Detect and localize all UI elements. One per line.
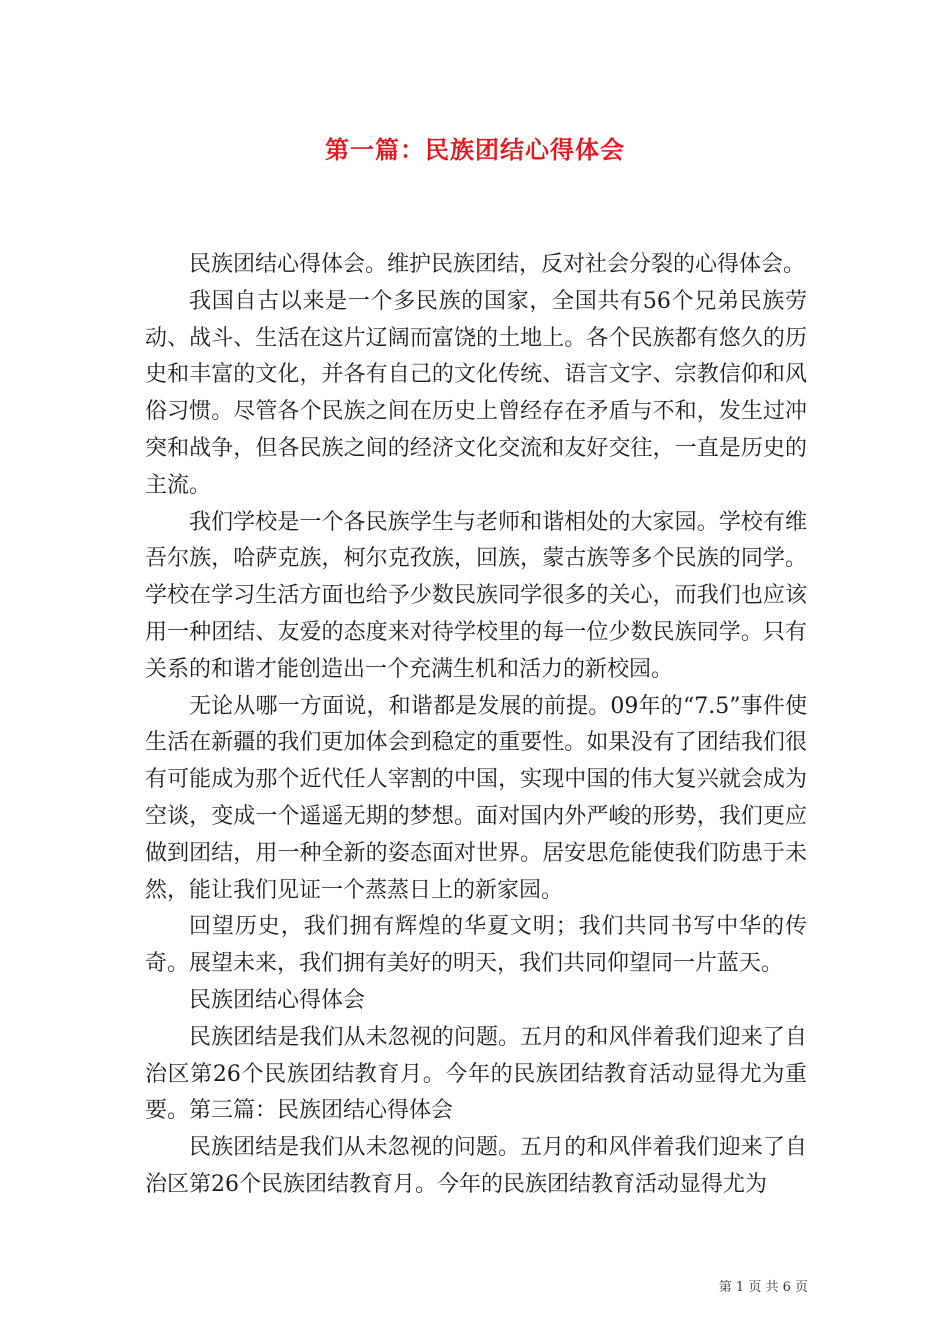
paragraph-3: 我们学校是一个各民族学生与老师和谐相处的大家园。学校有维吾尔族，哈萨克族，柯尔克孜族，回族，蒙古族等多个民族的同学。学校在学习生活方面也给予少数民族同学很多的关心，而我们也应该用一种团结、友爱的态度来对待学校里的每一位少数民族同学。只有关系的和谐才能创造出一个充满生机和活力的新校园。 (145, 509, 807, 682)
paragraph-4: 无论从哪一方面说，和谐都是发展的前提。09年的“7.5”事件使生活在新疆的我们更加体会到稳定的重要性。如果没有了团结我们很有可能成为那个近代任人宰割的中国，实现中国的伟大复兴就会成为空谈，变成一个遥遥无期的梦想。面对国内外严峻的形势，我们更应做到团结，用一种全新的姿态面对世界。居安思危能使我们防患于未然，能让我们见证一个蒸蒸日上的新家园。 (145, 693, 807, 903)
page-footer (0, 1276, 808, 1295)
paragraph-7: 民族团结是我们从未忽视的问题。五月的和风伴着我们迎来了自治区第26个民族团结教育月。今年的民族团结教育活动显得尤为重要。第三篇：民族团结心得体会 (145, 1024, 807, 1124)
document-body (145, 247, 807, 1204)
document-title: 第一篇：民族团结心得体会 (325, 135, 625, 164)
paragraph-6: 民族团结心得体会 (189, 987, 366, 1013)
paragraph-2: 我国自古以来是一个多民族的国家，全国共有56个兄弟民族劳动、战斗、生活在这片辽阔而富饶的土地上。各个民族都有悠久的历史和丰富的文化，并各有自己的文化传统、语言文字、宗教信仰和风俗习惯。尽管各个民族之间在历史上曾经存在矛盾与不和，发生过冲突和战争，但各民族之间的经济文化交流和友好交往，一直是历史的主流。 (145, 288, 807, 498)
page-number: 第 1 页 共 6 页 (718, 1280, 808, 1295)
paragraph-1: 民族团结心得体会。维护民族团结，反对社会分裂的心得体会。 (189, 252, 806, 277)
paragraph-5: 回望历史，我们拥有辉煌的华夏文明；我们共同书写中华的传奇。展望未来，我们拥有美好的明天，我们共同仰望同一片蓝天。 (145, 914, 807, 977)
paragraph-8: 民族团结是我们从未忽视的问题。五月的和风伴着我们迎来了自治区第26个民族团结教育月。今年的民族团结教育活动显得尤为 (145, 1135, 807, 1197)
